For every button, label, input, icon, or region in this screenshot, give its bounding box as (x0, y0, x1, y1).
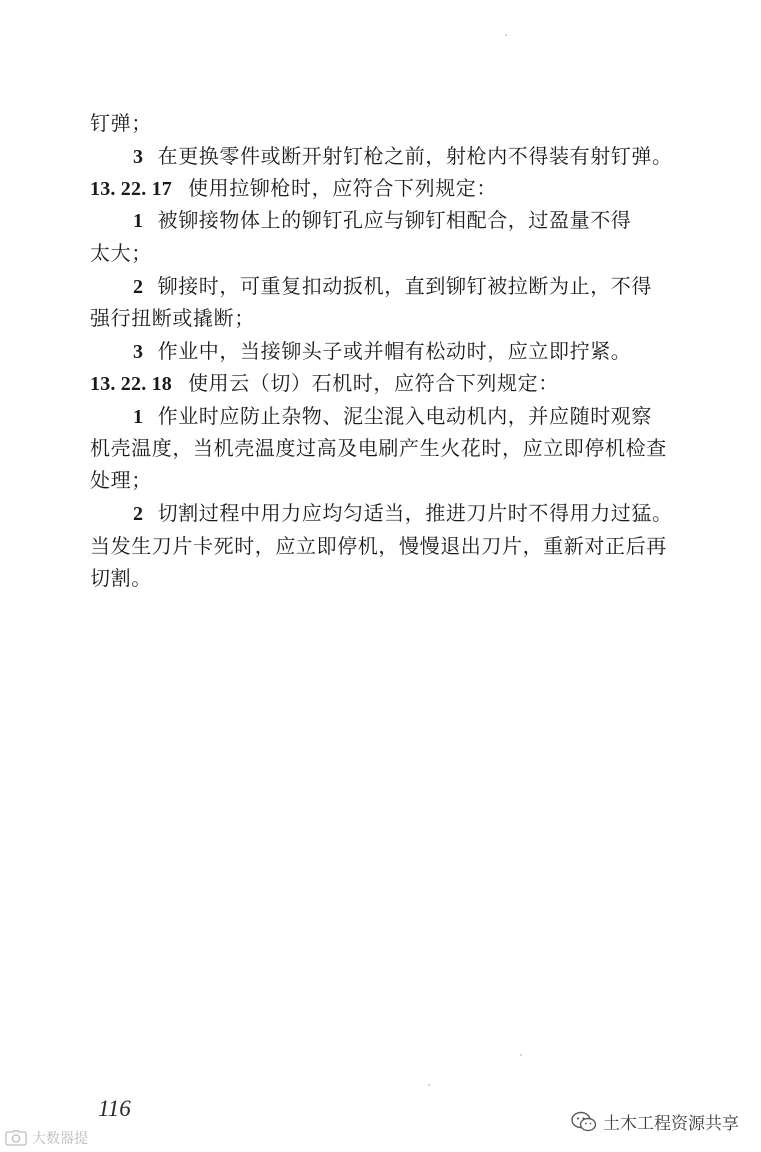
clause-heading (90, 371, 559, 396)
camera-icon (4, 1130, 28, 1146)
clause-heading (90, 176, 497, 201)
list-item (133, 208, 631, 233)
text-line (90, 534, 667, 558)
line-text: 作业时应防止杂物、泥尘混入电动机内，并应随时观察 (157, 404, 653, 428)
line-text: 铆接时，可重复扣动扳机，直到铆钉被拉断为止，不得 (157, 274, 653, 298)
line-text: 使用云（切）石机时，应符合下列规定： (188, 371, 559, 395)
line-text: 使用拉铆枪时，应符合下列规定： (188, 176, 497, 200)
list-item (133, 339, 631, 364)
scan-speck (428, 1084, 430, 1086)
text-line (90, 566, 152, 590)
text-line (90, 436, 667, 460)
text-line (90, 241, 152, 265)
line-text: 切割。 (90, 566, 152, 590)
clause-number: 13. 22. 17 (90, 178, 172, 200)
list-item (133, 274, 652, 299)
corner-watermark (4, 1128, 88, 1148)
list-item (133, 404, 652, 429)
line-text: 太大； (90, 241, 152, 265)
page-number: 116 (98, 1096, 131, 1121)
text-line (90, 111, 152, 135)
line-text: 处理； (90, 468, 152, 492)
line-text: 在更换零件或断开射钉枪之前，射枪内不得装有射钉弹。 (157, 144, 673, 168)
source-label: 土木工程资源共享 (603, 1114, 739, 1134)
line-text: 切割过程中用力应均匀适当，推进刀片时不得用力过猛。 (157, 501, 673, 525)
item-number: 3 (133, 341, 144, 363)
scan-speck (505, 34, 507, 36)
item-number: 3 (133, 146, 144, 168)
text-line (90, 306, 255, 330)
line-text: 当发生刀片卡死时，应立即停机，慢慢退出刀片，重新对正后再 (90, 534, 667, 558)
list-item (133, 501, 673, 526)
line-text: 被铆接物体上的铆钉孔应与铆钉相配合，过盈量不得 (157, 208, 632, 232)
line-text: 机壳温度，当机壳温度过高及电刷产生火花时，应立即停机检查 (90, 436, 667, 460)
line-text: 作业中，当接铆头子或并帽有松动时，应立即拧紧。 (157, 339, 632, 363)
item-number: 1 (133, 406, 144, 428)
item-number: 2 (133, 503, 144, 525)
line-text: 钉弹； (90, 111, 152, 135)
item-number: 1 (133, 210, 144, 232)
item-number: 2 (133, 276, 144, 298)
source-watermark (571, 1109, 739, 1134)
wechat-icon (571, 1111, 597, 1133)
list-item (133, 144, 673, 169)
scan-speck (520, 1054, 522, 1056)
corner-label: 大数器提 (32, 1131, 88, 1147)
line-text: 强行扭断或撬断； (90, 306, 255, 330)
clause-number: 13. 22. 18 (90, 373, 172, 395)
text-line (90, 468, 152, 492)
